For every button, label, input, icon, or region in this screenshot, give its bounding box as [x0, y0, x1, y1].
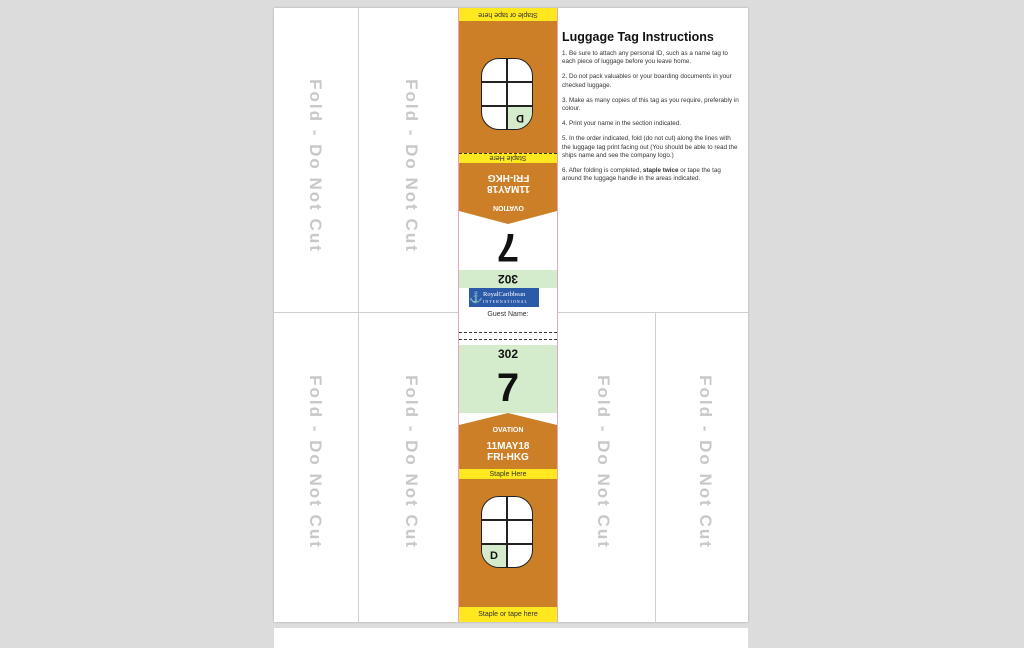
- sail-info-top: 11MAY18 FRI-HKG: [459, 163, 557, 203]
- arrow-up: [459, 413, 557, 425]
- instruction-step: 3. Make as many copies of this tag as you require, preferably in colour.: [562, 96, 739, 113]
- royal-caribbean-logo: ⚓ RoyalCaribbean INTERNATIONAL: [469, 288, 539, 307]
- staple-area-bottom: Staple or tape here: [459, 607, 557, 622]
- sail-info: 11MAY18 FRI-HKG: [459, 435, 557, 469]
- luggage-tag: [458, 8, 558, 622]
- fold-label: Fold - Do Not Cut: [696, 375, 715, 549]
- ship-name: OVATION: [492, 203, 524, 211]
- fold-label: Fold - Do Not Cut: [306, 79, 325, 253]
- next-page-edge: [274, 628, 748, 648]
- arrow-down: [459, 211, 557, 224]
- instruction-step: 6. After folding is completed, staple twice or tape the tag around the luggage handle in the areas indicated.: [562, 167, 721, 183]
- fold-label: Fold - Do Not Cut: [594, 375, 613, 549]
- instruction-step: 5. In the order indicated, fold (do not cut) along the lines with the luggage tag print facing out (You should be able to read the ships name and see the company logo.): [562, 135, 738, 159]
- luggage-zone-diagram: [481, 496, 533, 568]
- deck-number: 7: [459, 363, 557, 413]
- deck-number-top: 7: [496, 225, 520, 270]
- ship-name: OVATION: [492, 426, 524, 434]
- instruction-step: 4. Print your name in the section indicated.: [562, 120, 682, 128]
- staple-area-top: Staple or tape here: [459, 8, 557, 21]
- guest-name-label: Guest Name:: [487, 311, 529, 318]
- zone-letter: D: [508, 107, 532, 129]
- fold-label: Fold - Do Not Cut: [306, 375, 325, 549]
- crown-anchor-icon: ⚓: [469, 292, 483, 304]
- cabin-number-top: 302: [459, 270, 557, 288]
- instructions-panel: [562, 30, 740, 190]
- guest-name-field[interactable]: [459, 339, 557, 340]
- instruction-step: 2. Do not pack valuables or your boarding documents in your checked luggage.: [562, 73, 732, 89]
- staple-here-bottom: Staple Here: [459, 469, 557, 479]
- instructions-title: Luggage Tag Instructions: [562, 30, 714, 44]
- cabin-number: 302: [459, 345, 557, 363]
- luggage-zone-diagram: [481, 58, 533, 130]
- zone-letter: D: [482, 545, 506, 567]
- fold-label: Fold - Do Not Cut: [402, 79, 421, 253]
- staple-here-top: Staple Here: [459, 153, 557, 163]
- fold-line: [655, 312, 656, 622]
- fold-label: Fold - Do Not Cut: [402, 375, 421, 549]
- instruction-step: 1. Be sure to attach any personal ID, such as a name tag to each piece of luggage before you leave home.: [562, 50, 728, 66]
